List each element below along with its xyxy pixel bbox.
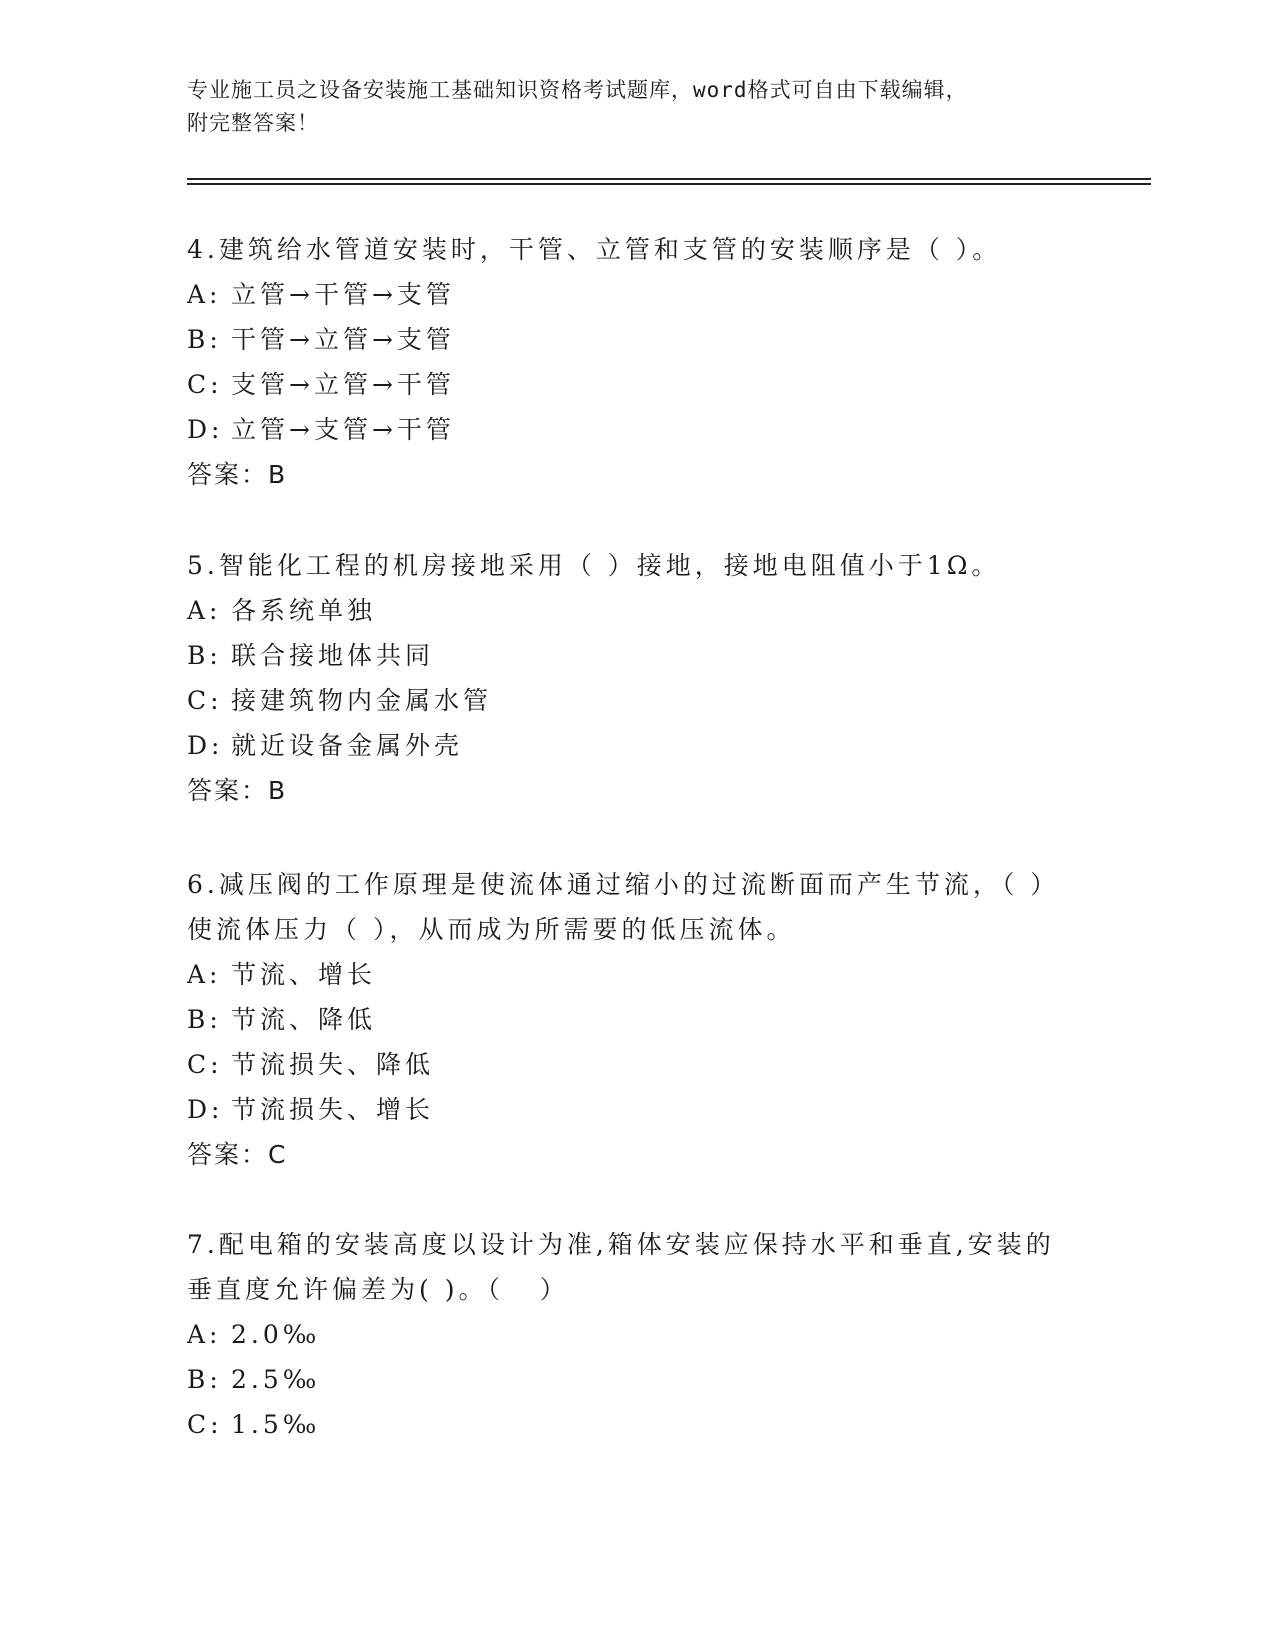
option-c [187,362,1087,407]
option-letter: A: [187,596,222,625]
option-text: 2.0‰ [231,1320,321,1349]
option-letter: C: [187,1050,223,1079]
option-d [187,723,1087,768]
option-text: 联合接地体共同 [231,641,435,670]
option-text: 干管→立管→支管 [231,325,455,354]
option-letter: D: [187,731,224,760]
option-b [187,997,1087,1042]
option-text: 节流、增长 [231,960,377,989]
header-line-2: 附完整答案！ [187,111,319,135]
question-stem: 6.减压阀的工作原理是使流体通过缩小的过流断面而产生节流，（ ） 使流体压力（ ），从而成为所需要的低压流体。 [187,870,1060,944]
answer: 答案：B [187,776,288,805]
option-c [187,1402,1087,1447]
option-b [187,317,1087,362]
option-letter: C: [187,370,223,399]
option-text: 立管→干管→支管 [231,280,455,309]
option-text: 节流、降低 [231,1005,377,1034]
header-line-1: 专业施工员之设备安装施工基础知识资格考试题库，word格式可自由下载编辑， [187,78,968,102]
option-d [187,407,1087,452]
option-a [187,272,1087,317]
option-letter: C: [187,1410,223,1439]
answer: 答案：C [187,1140,288,1169]
option-a [187,588,1087,633]
option-text: 节流损失、降低 [231,1050,435,1079]
question-stem: 5.智能化工程的机房接地采用（ ）接地，接地电阻值小于1Ω。 [187,551,1001,580]
option-letter: D: [187,1095,224,1124]
option-c [187,678,1087,723]
option-text: 各系统单独 [231,596,377,625]
option-letter: D: [187,415,224,444]
option-letter: B: [187,1365,222,1394]
option-text: 1.5‰ [231,1410,321,1439]
document-header [187,74,1087,140]
option-letter: A: [187,280,222,309]
question-stem: 7.配电箱的安装高度以设计为准,箱体安装应保持水平和垂直,安装的 垂直度允许偏差为( )。（ ） [187,1230,1055,1304]
header-divider-bottom [187,183,1151,185]
option-letter: B: [187,641,222,670]
question-7 [187,1222,1087,1447]
option-c [187,1042,1087,1087]
option-a [187,1312,1087,1357]
answer: 答案：B [187,460,288,489]
option-text: 节流损失、增长 [231,1095,435,1124]
option-letter: C: [187,686,223,715]
option-d [187,1087,1087,1132]
header-divider-top [187,178,1151,180]
option-text: 立管→支管→干管 [231,415,455,444]
option-letter: B: [187,1005,222,1034]
option-letter: A: [187,960,222,989]
question-stem: 4.建筑给水管道安装时，干管、立管和支管的安装顺序是（ ）。 [187,235,1002,264]
question-4 [187,227,1087,497]
option-a [187,952,1087,997]
option-b [187,633,1087,678]
option-text: 2.5‰ [231,1365,321,1394]
option-b [187,1357,1087,1402]
option-text: 接建筑物内金属水管 [231,686,493,715]
question-6 [187,862,1087,1177]
option-text: 支管→立管→干管 [231,370,455,399]
option-letter: A: [187,1320,222,1349]
option-letter: B: [187,325,222,354]
option-text: 就近设备金属外壳 [231,731,464,760]
question-5 [187,543,1087,813]
